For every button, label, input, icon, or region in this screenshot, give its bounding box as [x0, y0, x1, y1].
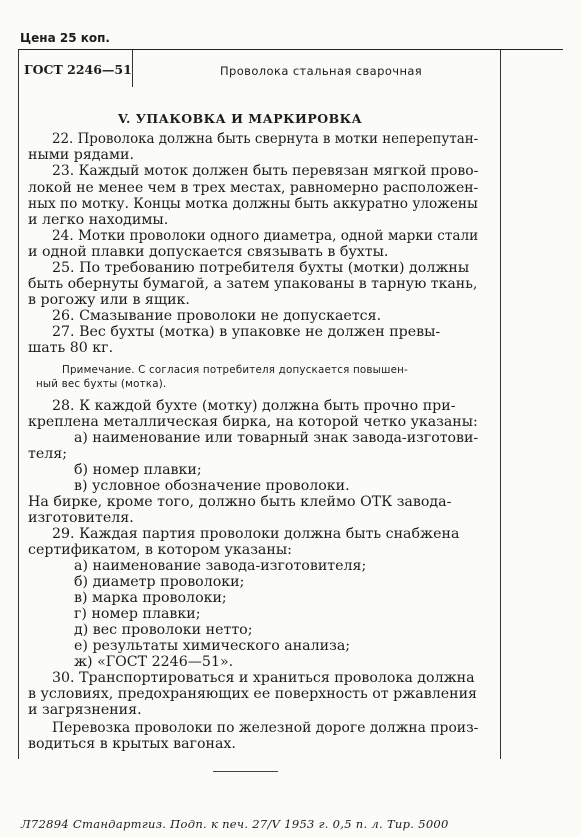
text-line: а) наименование завода-изготовителя;: [74, 558, 367, 574]
imprint-footer: Л72894 Стандартгиз. Подп. к печ. 27/V 1953 г. 0,5 п. л. Тир. 5000: [21, 817, 449, 831]
text-line: и одной плавки допускается связывать в бухты.: [28, 244, 389, 260]
frame-left-border: [18, 49, 19, 759]
text-line: 28. К каждой бухте (мотку) должна быть прочно при-: [52, 398, 456, 414]
text-line: шать 80 кг.: [28, 340, 114, 356]
standard-number: ГОСТ 2246—51: [24, 62, 132, 77]
text-line: в условиях, предохраняющих ее поверхность от ржавления: [28, 686, 477, 702]
text-line: 29. Каждая партия проволоки должна быть снабжена: [52, 526, 460, 542]
note-line: Примечание. С согласия потребителя допускается повышен-: [62, 364, 408, 376]
text-line: 24. Мотки проволоки одного диаметра, одной марки стали: [52, 228, 479, 244]
text-line: ж) «ГОСТ 2246—51».: [74, 654, 234, 670]
text-line: креплена металлическая бирка, на которой четко указаны:: [28, 414, 478, 430]
text-line: 22. Проволока должна быть свернута в мотки неперепутан-: [52, 131, 479, 147]
text-line: теля;: [28, 446, 67, 462]
text-line: 27. Вес бухты (мотка) в упаковке не должен превы-: [52, 324, 441, 340]
text-line: 23. Каждый моток должен быть перевязан мягкой прово-: [52, 163, 479, 179]
text-line: в рогожу или в ящик.: [28, 292, 190, 308]
frame-right-border: [500, 49, 501, 759]
text-line: Перевозка проволоки по железной дороге должна произ-: [52, 720, 479, 736]
price-label: Цена 25 коп.: [20, 31, 110, 45]
header-rule: [18, 49, 563, 50]
text-line: а) наименование или товарный знак завода-изготови-: [74, 430, 479, 446]
text-line: б) номер плавки;: [74, 462, 202, 478]
end-rule: [213, 771, 278, 772]
section-title: V. УПАКОВКА И МАРКИРОВКА: [118, 111, 363, 126]
text-line: ными рядами.: [28, 147, 134, 163]
text-line: г) номер плавки;: [74, 606, 201, 622]
text-line: в) марка проволоки;: [74, 590, 227, 606]
note-line: ный вес бухты (мотка).: [36, 378, 167, 390]
text-line: в) условное обозначение проволоки.: [74, 478, 350, 494]
text-line: быть обернуты бумагой, а затем упакованы в тарную ткань,: [28, 276, 478, 292]
text-line: локой не менее чем в трех местах, равномерно расположен-: [28, 180, 479, 196]
text-line: 26. Смазывание проволоки не допускается.: [52, 308, 382, 324]
text-line: На бирке, кроме того, должно быть клеймо ОТК завода-: [28, 494, 452, 510]
text-line: 30. Транспортироваться и храниться проволока должна: [52, 670, 475, 686]
text-line: 25. По требованию потребителя бухты (мотки) должны: [52, 260, 470, 276]
document-title: Проволока стальная сварочная: [220, 64, 423, 78]
text-line: изготовителя.: [28, 510, 134, 526]
text-line: е) результаты химического анализа;: [74, 638, 351, 654]
text-line: и легко находимы.: [28, 212, 169, 228]
header-divider: [132, 50, 133, 87]
text-line: сертификатом, в котором указаны:: [28, 542, 292, 558]
text-line: д) вес проволоки нетто;: [74, 622, 253, 638]
text-line: водиться в крытых вагонах.: [28, 736, 236, 752]
text-line: б) диаметр проволоки;: [74, 574, 245, 590]
text-line: и загрязнения.: [28, 702, 142, 718]
text-line: ных по мотку. Концы мотка должны быть аккуратно уложены: [28, 196, 478, 212]
